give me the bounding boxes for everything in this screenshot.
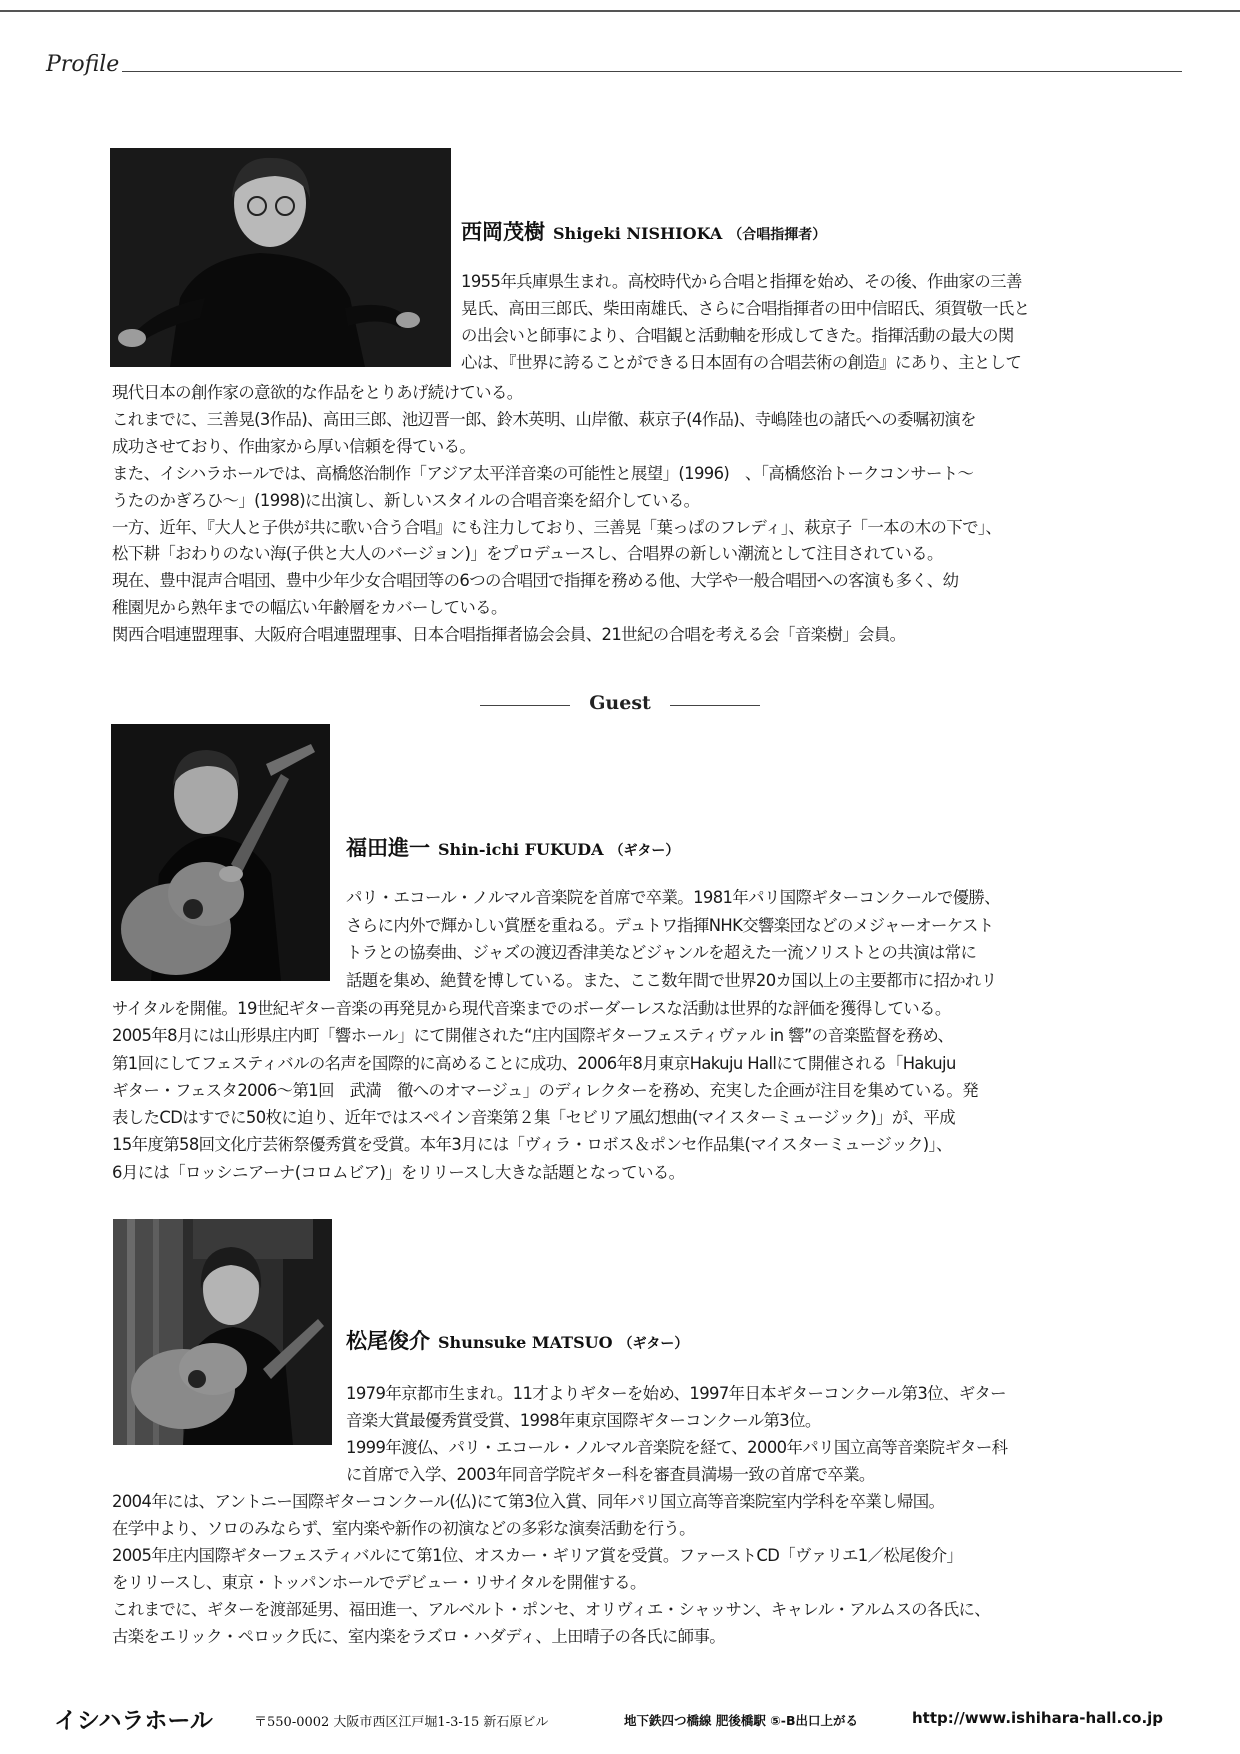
fukuda-name bbox=[346, 832, 679, 862]
conductor-name-ja: 西岡茂樹 bbox=[461, 220, 545, 244]
bio-line: 成功させており、作曲家から厚い信頼を得ている。 bbox=[112, 436, 476, 456]
bio-line: これまでに、ギターを渡部延男、福田進一、アルベルト・ポンセ、オリヴィエ・シャッサン、キャレル・アルムスの各氏に、 bbox=[112, 1600, 991, 1619]
conductor-bio-top bbox=[461, 268, 1029, 376]
matsuo-bio-bottom bbox=[112, 1488, 990, 1650]
conductor-bio-bottom bbox=[112, 380, 1001, 649]
conductor-name-en: Shigeki NISHIOKA bbox=[553, 224, 723, 243]
matsuo-name bbox=[346, 1325, 688, 1355]
bio-line: 音楽大賞最優秀賞受賞、1998年東京国際ギターコンクール第3位。 bbox=[346, 1411, 821, 1430]
guest-rule-left bbox=[480, 705, 570, 706]
fukuda-role: （ギター） bbox=[609, 843, 680, 859]
conductor-photo bbox=[110, 148, 451, 367]
bio-line: 関西合唱連盟理事、大阪府合唱連盟理事、日本合唱指揮者協会会員、21世紀の合唱を考える会「音楽樹」会員。 bbox=[112, 625, 906, 645]
bio-line: 稚園児から熟年までの幅広い年齢層をカバーしている。 bbox=[112, 598, 507, 618]
fukuda-photo bbox=[111, 724, 330, 981]
bio-line: 現在、豊中混声合唱団、豊中少年少女合唱団等の6つの合唱団で指揮を務める他、大学や一般合唱団への客演も多く、幼 bbox=[112, 571, 959, 591]
bio-line: 古楽をエリック・ペロック氏に、室内楽をラズロ・ハダディ、上田晴子の各氏に師事。 bbox=[112, 1627, 726, 1646]
matsuo-name-ja: 松尾俊介 bbox=[346, 1329, 430, 1353]
bio-line: 表したCDはすでに50枚に迫り、近年ではスペイン音楽第２集「セビリア風幻想曲(マイスターミュージック)」が、平成 bbox=[112, 1108, 955, 1128]
bio-line: パリ・エコール・ノルマル音楽院を首席で卒業。1981年パリ国際ギターコンクールで優勝、 bbox=[346, 888, 1000, 907]
bio-line: 15年度第58回文化庁芸術祭優秀賞を受賞。本年3月には「ヴィラ・ロボス＆ポンセ作品集(マイスターミュージック)」、 bbox=[112, 1135, 952, 1155]
bio-line: トラとの協奏曲、ジャズの渡辺香津美などジャンルを超えた一流ソリストとの共演は常に bbox=[346, 943, 977, 962]
guest-heading: Guest bbox=[589, 692, 651, 714]
hall-url: http://www.ishihara-hall.co.jp bbox=[912, 1709, 1164, 1727]
conductor-role: （合唱指揮者） bbox=[728, 227, 827, 243]
bio-line: ギター・フェスタ2006〜第1回 武満 徹へのオマージュ」のディレクターを務め、充実した企画が注目を集めている。発 bbox=[112, 1080, 978, 1100]
bio-line: 一方、近年、『大人と子供が共に歌い合う合唱』にも注力しており、三善晃「葉っぱのフレディ」、萩京子「一本の木の下で」、 bbox=[112, 517, 1002, 537]
fukuda-name-en: Shin-ichi FUKUDA bbox=[438, 840, 604, 859]
bio-line: また、イシハラホールでは、高橋悠治制作「アジア太平洋音楽の可能性と展望」(1996) 、「高橋悠治トークコンサート〜 bbox=[112, 463, 974, 483]
bio-line: 1979年京都市生まれ。11才よりギターを始め、1997年日本ギターコンクール第3位、ギター bbox=[346, 1384, 1006, 1403]
bio-line: 話題を集め、絶賛を博している。また、ここ数年間で世界20カ国以上の主要都市に招かれリ bbox=[346, 970, 997, 990]
guest-separator bbox=[480, 692, 760, 722]
bio-line: 2005年8月には山形県庄内町「響ホール」にて開催された“庄内国際ギターフェスティヴァル in 響”の音楽監督を務め、 bbox=[112, 1026, 954, 1046]
matsuo-role: （ギター） bbox=[618, 1336, 689, 1352]
fukuda-bio-top bbox=[346, 884, 1000, 994]
bio-line: に首席で入学、2003年同音学院ギター科を審査員満場一致の首席で卒業。 bbox=[346, 1465, 875, 1484]
matsuo-photo bbox=[113, 1219, 332, 1445]
matsuo-name-en: Shunsuke MATSUO bbox=[438, 1333, 613, 1352]
bio-line: をリリースし、東京・トッパンホールでデビュー・リサイタルを開催する。 bbox=[112, 1573, 646, 1592]
profile-rule bbox=[122, 71, 1182, 72]
bio-line: 2005年庄内国際ギターフェスティバルにて第1位、オスカー・ギリア賞を受賞。ファーストCD「ヴァリエ1／松尾俊介」 bbox=[112, 1546, 963, 1565]
bio-line: 第1回にしてフェスティバルの名声を国際的に高めることに成功、2006年8月東京Hakuju Hallにて開催される「Hakuju bbox=[112, 1053, 956, 1073]
bio-line: 6月には「ロッシニアーナ(コロムビア)」をリリースし大きな話題となっている。 bbox=[112, 1162, 685, 1182]
fukuda-bio-bottom bbox=[112, 995, 978, 1186]
hall-address: 〒550-0002 大阪市西区江戸堀1-3-15 新石原ビル bbox=[254, 1715, 549, 1730]
section-label-profile: Profile bbox=[46, 52, 120, 77]
bio-line: 2004年には、アントニー国際ギターコンクール(仏)にて第3位入賞、同年パリ国立高等音楽院室内学科を卒業し帰国。 bbox=[112, 1492, 945, 1511]
footer bbox=[54, 1702, 1194, 1732]
hall-access: 地下鉄四つ橋線 肥後橋駅 ⑤-B出口上がる bbox=[624, 1713, 859, 1728]
hall-name: イシハラホール bbox=[54, 1708, 213, 1734]
conductor-name bbox=[461, 216, 826, 246]
bio-line: 1999年渡仏、パリ・エコール・ノルマル音楽院を経て、2000年パリ国立高等音楽院ギター科 bbox=[346, 1438, 1008, 1457]
bio-line: さらに内外で輝かしい賞歴を重ねる。デュトワ指揮NHK交響楽団などのメジャーオーケスト bbox=[346, 915, 994, 935]
bio-line: 現代日本の創作家の意欲的な作品をとりあげ続けている。 bbox=[112, 383, 523, 402]
bio-line: の出会いと師事により、合唱観と活動軸を形成してきた。指揮活動の最大の関 bbox=[461, 326, 1014, 345]
bio-line: サイタルを開催。19世紀ギター音楽の再発見から現代音楽までのボーダーレスな活動は世界的な評価を獲得している。 bbox=[112, 999, 951, 1018]
matsuo-bio-top bbox=[346, 1380, 1007, 1488]
guest-rule-right bbox=[670, 705, 760, 706]
bio-line: 心は、『世界に誇ることができる日本固有の合唱芸術の創造』にあり、主として bbox=[461, 353, 1022, 372]
bio-line: うたのかぎろひ〜」(1998)に出演し、新しいスタイルの合唱音楽を紹介している。 bbox=[112, 490, 700, 510]
bio-line: 在学中より、ソロのみならず、室内楽や新作の初演などの多彩な演奏活動を行う。 bbox=[112, 1519, 695, 1538]
top-rule bbox=[0, 10, 1240, 12]
bio-line: 松下耕「おわりのない海(子供と大人のバージョン)」をプロデュースし、合唱界の新しい潮流として注目されている。 bbox=[112, 544, 943, 564]
bio-line: 1955年兵庫県生まれ。高校時代から合唱と指揮を始め、その後、作曲家の三善 bbox=[461, 272, 1022, 291]
fukuda-name-ja: 福田進一 bbox=[346, 836, 430, 860]
bio-line: これまでに、三善晃(3作品)、高田三郎、池辺晋一郎、鈴木英明、山岸徹、萩京子(4作品)、寺嶋陸也の諸氏への委嘱初演を bbox=[112, 409, 976, 429]
bio-line: 晃氏、高田三郎氏、柴田南雄氏、さらに合唱指揮者の田中信昭氏、須賀敬一氏と bbox=[461, 299, 1030, 318]
